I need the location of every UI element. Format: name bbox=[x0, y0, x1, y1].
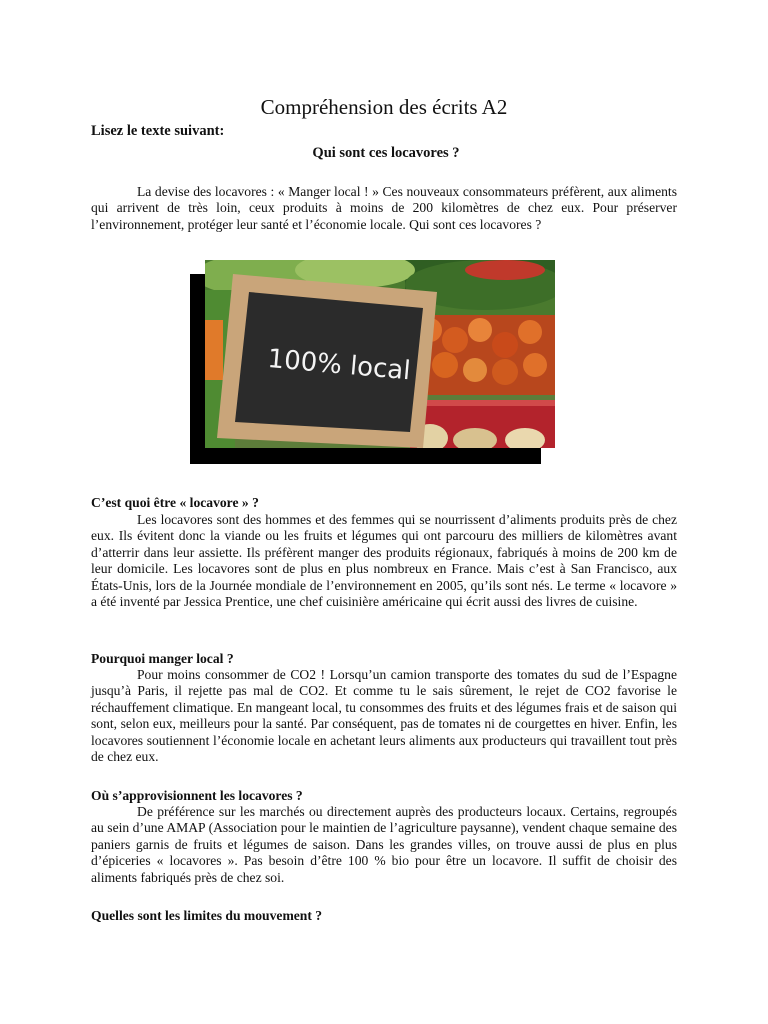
section-heading-1: C’est quoi être « locavore » ? bbox=[91, 495, 259, 510]
section-heading-3: Où s’approvisionnent les locavores ? bbox=[91, 788, 303, 803]
article-title: Qui sont ces locavores ? bbox=[312, 145, 460, 161]
intro-paragraph bbox=[91, 184, 677, 233]
instruction: Lisez le texte suivant: bbox=[91, 123, 225, 139]
market-photo bbox=[205, 260, 555, 448]
section-text-3: De préférence sur les marchés ou directement auprès des producteurs locaux. Certains, regroupés au sein d’une AMAP (Association pour le maintien de l’agriculture paysanne), vendent chaque semaine des paniers garnis de fruits et légumes de saison. Dans les grandes villes, on trouve aussi de plus en plus d’épiceries « locavores ». Pas besoin d’être 100 % bio pour être un locavore. Il suffit de choisir des aliments fabriqués près de chez soi. bbox=[91, 804, 677, 885]
market-illustration bbox=[205, 260, 555, 448]
page-title: Compréhension des écrits A2 bbox=[260, 95, 508, 119]
section-text-2: Pour moins consommer de CO2 ! Lorsqu’un camion transporte des tomates du sud de l’Espagne jusqu’à Paris, il rejette pas mal de CO2. Et comme tu le sais sûrement, le rejet de CO2 favorise le réchauffement climatique. En mangeant local, tu consommes des fruits et des légumes frais et de saison qui sont, selon eux, meilleurs pour la santé. Par conséquent, pas de tomates ni de courgettes en hiver. Enfin, les locavores soutiennent l’économie locale en achetant leurs aliments aux producteurs qui travaillent tout près de chez eux. bbox=[91, 667, 677, 765]
section-paragraph-2 bbox=[91, 667, 677, 765]
sign-text: 100% local bbox=[266, 344, 412, 387]
intro-text: La devise des locavores : « Manger local ! » Ces nouveaux consommateurs préfèrent, aux aliments qui arrivent de très loin, ceux produits à moins de 200 kilomètres de chez eux. Pour préserver l’environnement, protéger leur santé et l’économie locale. Qui sont ces locavores ? bbox=[91, 184, 677, 232]
section-heading-2: Pourquoi manger local ? bbox=[91, 651, 234, 666]
section-paragraph-3 bbox=[91, 804, 677, 886]
section-paragraph-1 bbox=[91, 512, 677, 610]
section-heading-4: Quelles sont les limites du mouvement ? bbox=[91, 908, 323, 923]
section-text-1: Les locavores sont des hommes et des femmes qui se nourrissent d’aliments produits près de chez eux. Ils évitent donc la viande ou les fruits et légumes qui ont parcouru des milliers de kilomètres avant d’atterrir dans leur assiette. Ils préfèrent manger des produits régionaux, fabriqués à moins de 200 km de leur domicile. Les locavores sont de plus en plus nombreux en France. Mais c’est à San Francisco, aux États-Unis, lors de la Journée mondiale de l’environnement en 2005, qu’ils sont nés. Le terme « locavore » a été inventé par Jessica Prentice, une chef cuisinière américaine qui écrit aussi des livres de cuisine. bbox=[91, 512, 677, 610]
